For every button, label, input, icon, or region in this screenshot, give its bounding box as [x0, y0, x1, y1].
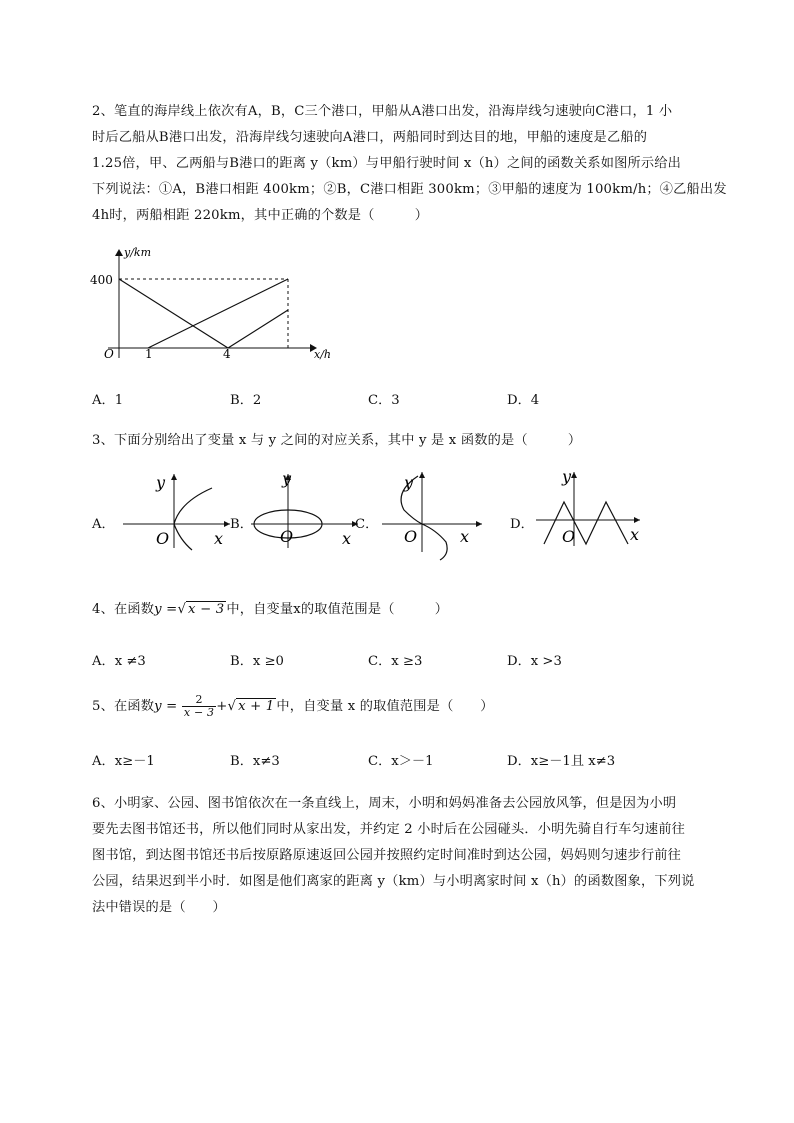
q5-frac-num: 2 — [182, 694, 216, 707]
q3-b-x: x — [342, 529, 352, 548]
q5-plus: + — [216, 699, 228, 714]
q5-stem-post: 中，自变量 x 的取值范围是（ ） — [276, 699, 494, 714]
q2-option-c[interactable]: C．3 — [368, 393, 400, 408]
q3-stem: 3、下面分别给出了变量 x 与 y 之间的对应关系，其中 y 是 x 函数的是（ ） — [92, 433, 582, 448]
q3-graph-a[interactable] — [118, 468, 238, 553]
q5-option-a[interactable]: A．x≥－1 — [92, 754, 155, 769]
q2-segment-a — [119, 279, 228, 348]
q4-sqrt-sign: √ — [177, 602, 187, 617]
q3-c-y: y — [404, 473, 414, 492]
q2-line-3: 1.25倍，甲、乙两船与B港口的距离 y（km）与甲船行驶时间 x（h）之间的函数关系如图所示给出 — [92, 156, 682, 171]
q4-func-y: y = — [154, 602, 178, 617]
q2-segment-b — [228, 310, 288, 348]
q6-line-3: 图书馆，到达图书馆还书后按原路原速返回公园并按照约定时间准时到达公园，妈妈则匀速步行前往 — [92, 848, 682, 863]
q5-option-b[interactable]: B．x≠3 — [230, 754, 280, 769]
q2-line-1: 2、笔直的海岸线上依次有A，B，C三个港口，甲船从A港口出发，沿海岸线匀速驶向C港口，1 小 — [92, 104, 673, 119]
q2-y-label: y/km — [124, 246, 152, 259]
q5-frac-den: x − 3 — [183, 706, 215, 719]
q3-label-d[interactable]: D． — [510, 517, 534, 532]
q5-radicand: x + 1 — [238, 699, 275, 714]
q5-stem-pre: 5、在函数 — [92, 699, 155, 714]
q3-a-o: O — [156, 529, 170, 548]
q4-option-d[interactable]: D．x >3 — [507, 654, 562, 669]
q4-stem-pre: 4、在函数 — [92, 602, 155, 617]
q4-radicand: x − 3 — [188, 602, 225, 617]
q3-d-o: O — [562, 527, 576, 546]
q3-d-x: x — [630, 525, 640, 544]
q2-option-a[interactable]: A．1 — [92, 393, 124, 408]
q3-b-y: y — [282, 469, 292, 488]
q4-option-b[interactable]: B．x ≥0 — [230, 654, 284, 669]
q2-line-4: 下列说法：①A，B港口相距 400km；②B，C港口相距 300km；③甲船的速度为 100km/h；④乙船出发 — [92, 182, 727, 197]
q5-sqrt-sign: √ — [227, 699, 237, 714]
q3-graph-b[interactable] — [246, 468, 366, 553]
q3-c-o: O — [404, 527, 418, 546]
q6-line-1: 6、小明家、公园、图书馆依次在一条直线上，周末，小明和妈妈准备去公园放风筝，但是因为小明 — [92, 796, 677, 811]
q5-fraction — [182, 694, 216, 719]
q3-graph-d[interactable] — [532, 468, 652, 553]
q2-line-5: 4h时，两船相距 220km，其中正确的个数是（ ） — [92, 208, 429, 223]
q4-option-c[interactable]: C．x ≥3 — [368, 654, 423, 669]
q3-a-x: x — [214, 529, 224, 548]
q3-d-y: y — [562, 467, 572, 486]
q4-stem — [92, 598, 448, 617]
q2-line-2: 时后乙船从B港口出发，沿海岸线匀速驶向A港口，两船同时到达目的地，甲船的速度是乙船的 — [92, 130, 648, 145]
q3-c-x: x — [460, 527, 470, 546]
q6-line-5: 法中错误的是（ ） — [92, 900, 226, 915]
q2-x-tick-1: 1 — [145, 347, 153, 361]
q3-b-o: O — [280, 527, 294, 546]
q3-graph-c[interactable] — [374, 468, 494, 553]
q3-label-b[interactable]: B． — [230, 517, 253, 532]
q3-a-y: y — [156, 473, 166, 492]
q2-origin: O — [104, 347, 114, 361]
q2-option-b[interactable]: B．2 — [230, 393, 262, 408]
q3-label-a[interactable]: A． — [92, 517, 115, 532]
q2-segment-c — [148, 279, 288, 348]
q3-label-c[interactable]: C． — [355, 517, 379, 532]
q2-graph — [88, 240, 348, 370]
q5-option-c[interactable]: C．x＞－1 — [368, 754, 434, 769]
q5-option-d[interactable]: D．x≥－1且 x≠3 — [507, 754, 616, 769]
q4-stem-post: 中，自变量x的取值范围是（ ） — [226, 602, 449, 617]
q4-option-a[interactable]: A．x ≠3 — [92, 654, 146, 669]
q2-y-tick-400: 400 — [90, 273, 113, 287]
q6-line-4: 公园，结果迟到半小时．如图是他们离家的距离 y（km）与小明离家时间 x（h）的函数图象，下列说 — [92, 874, 695, 889]
q2-x-label: x/h — [314, 348, 331, 361]
q5-func-y: y = — [154, 699, 178, 714]
q5-stem — [92, 694, 494, 719]
q6-line-2: 要先去图书馆还书，所以他们同时从家出发，并约定 2 小时后在公园碰头．小明先骑自行车匀速前往 — [92, 822, 686, 837]
q2-option-d[interactable]: D．4 — [507, 393, 540, 408]
q2-x-tick-4: 4 — [223, 347, 231, 361]
